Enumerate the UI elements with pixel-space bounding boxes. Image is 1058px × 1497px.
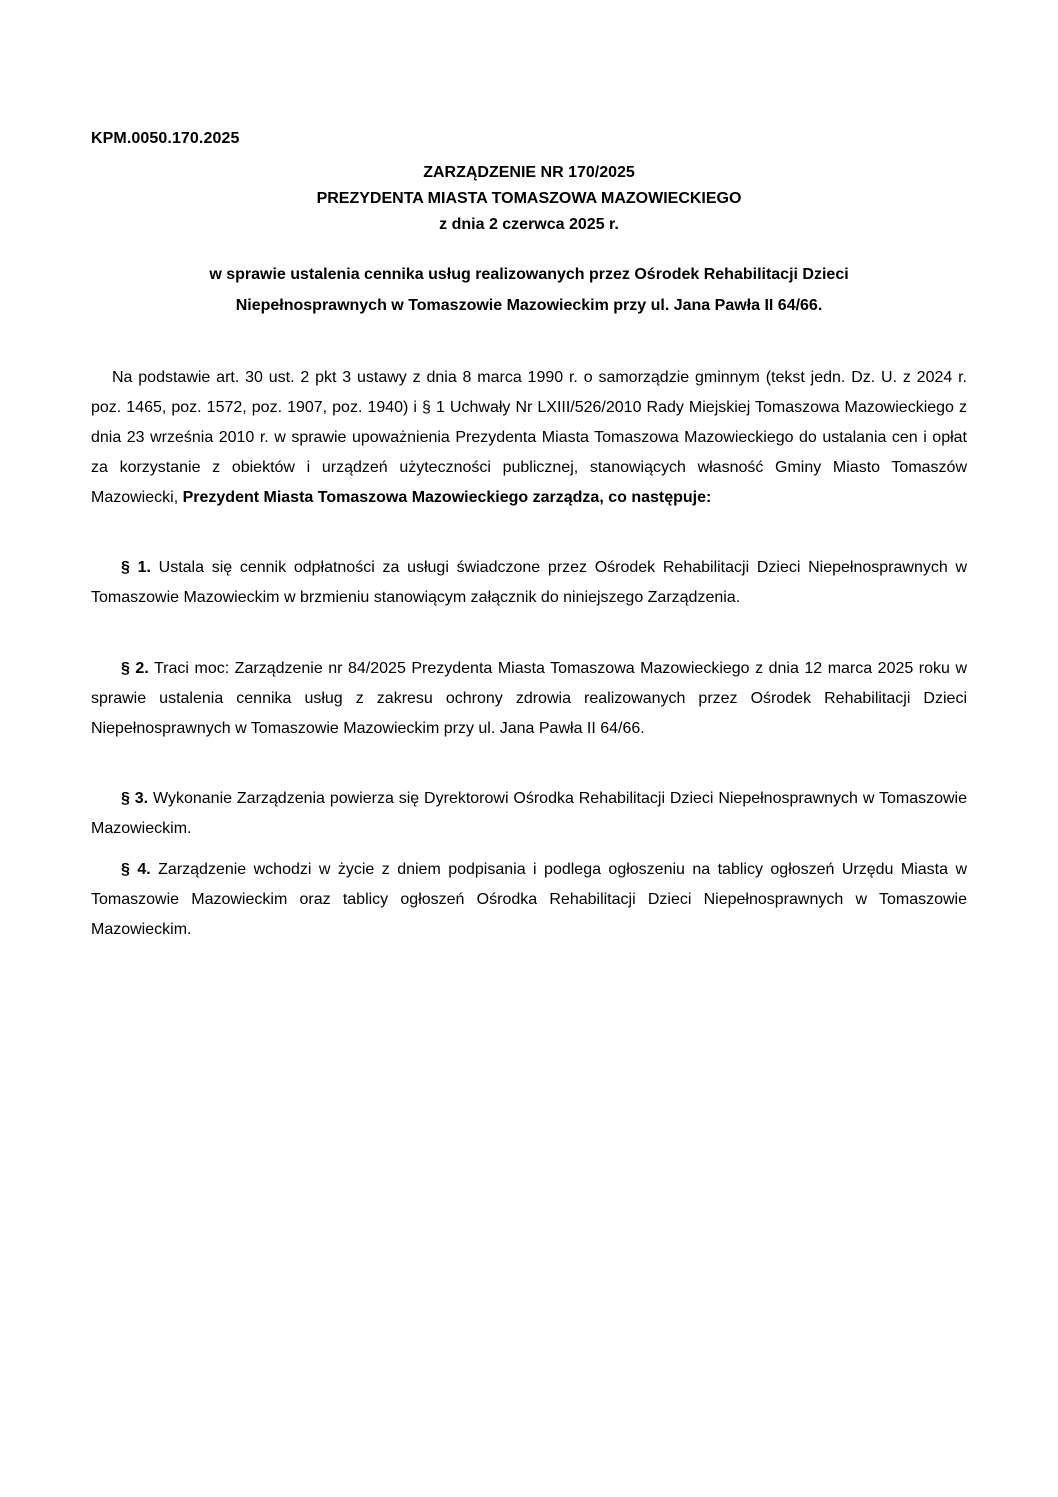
paragraph-text: Wykonanie Zarządzenia powierza się Dyrektorowi Ośrodka Rehabilitacji Dzieci Niepełnosprawnych w Tomaszowie Mazowieckim. <box>91 790 968 837</box>
paragraph-1 <box>91 553 967 613</box>
preamble <box>91 363 967 513</box>
paragraph-text: Zarządzenie wchodzi w życie z dniem podpisania i podlega ogłoszeniu na tablicy ogłoszeń Urzędu Miasta w Tomaszowie Mazowieckim oraz tablicy ogłoszeń Ośrodka Rehabilitacji Dzieci Niepełnosprawnych w Tomaszowie Mazowieckim. <box>91 861 968 938</box>
paragraph-label: § 4. <box>121 861 151 878</box>
paragraph-text: Ustala się cennik odpłatności za usługi świadczone przez Ośrodek Rehabilitacji Dzieci Niepełnosprawnych w Tomaszowie Mazowieckim w brzmieniu stanowiącym załącznik do niniejszego Zarządzenia. <box>91 559 967 606</box>
paragraph-3 <box>91 784 967 844</box>
heading-title: ZARZĄDZENIE NR 170/2025 <box>423 164 635 181</box>
preamble-text: Na podstawie art. 30 ust. 2 pkt 3 ustawy z dnia 8 marca 1990 r. o samorządzie gminnym (tekst jedn. Dz. U. z 2024 r. poz. 1465, poz. 1572, poz. 1907, poz. 1940) i § 1 Uchwały Nr LXIII/526/2010 Rady Miejskiej Tomaszowa Mazowieckiego z dnia 23 września 2010 r. w sprawie upoważnienia Prezydenta Miasta Tomaszowa Mazowieckiego do ustalania cen i opłat za korzystanie z obiektów i urządzeń użyteczności publicznej, stanowiących własność Gminy Miasto Tomaszów Mazowiecki, <box>91 369 967 506</box>
document-subject <box>0 259 1058 321</box>
paragraph-text: Traci moc: Zarządzenie nr 84/2025 Prezydenta Miasta Tomaszowa Mazowieckiego z dnia 12 marca 2025 roku w sprawie ustalenia cennika usług z zakresu ochrony zdrowia realizowanych przez Ośrodek Rehabilitacji Dzieci Niepełnosprawnych w Tomaszowie Mazowieckim przy ul. Jana Pawła II 64/66. <box>91 660 967 737</box>
subject-line-1: w sprawie ustalenia cennika usług realizowanych przez Ośrodek Rehabilitacji Dzieci <box>209 266 849 283</box>
paragraph-label: § 3. <box>121 790 149 807</box>
preamble-bold-text: Prezydent Miasta Tomaszowa Mazowieckiego zarządza, co następuje: <box>182 489 712 506</box>
document-signature: KPM.0050.170.2025 <box>91 130 240 147</box>
document-heading <box>0 160 1058 238</box>
paragraph-label: § 1. <box>121 559 151 576</box>
heading-issuer: PREZYDENTA MIASTA TOMASZOWA MAZOWIECKIEGO <box>316 190 742 207</box>
paragraph-2 <box>91 654 967 744</box>
heading-date: z dnia 2 czerwca 2025 r. <box>439 216 619 233</box>
subject-line-2: Niepełnosprawnych w Tomaszowie Mazowieckim przy ul. Jana Pawła II 64/66. <box>235 297 823 314</box>
paragraph-label: § 2. <box>121 660 149 677</box>
paragraph-4 <box>91 855 967 945</box>
